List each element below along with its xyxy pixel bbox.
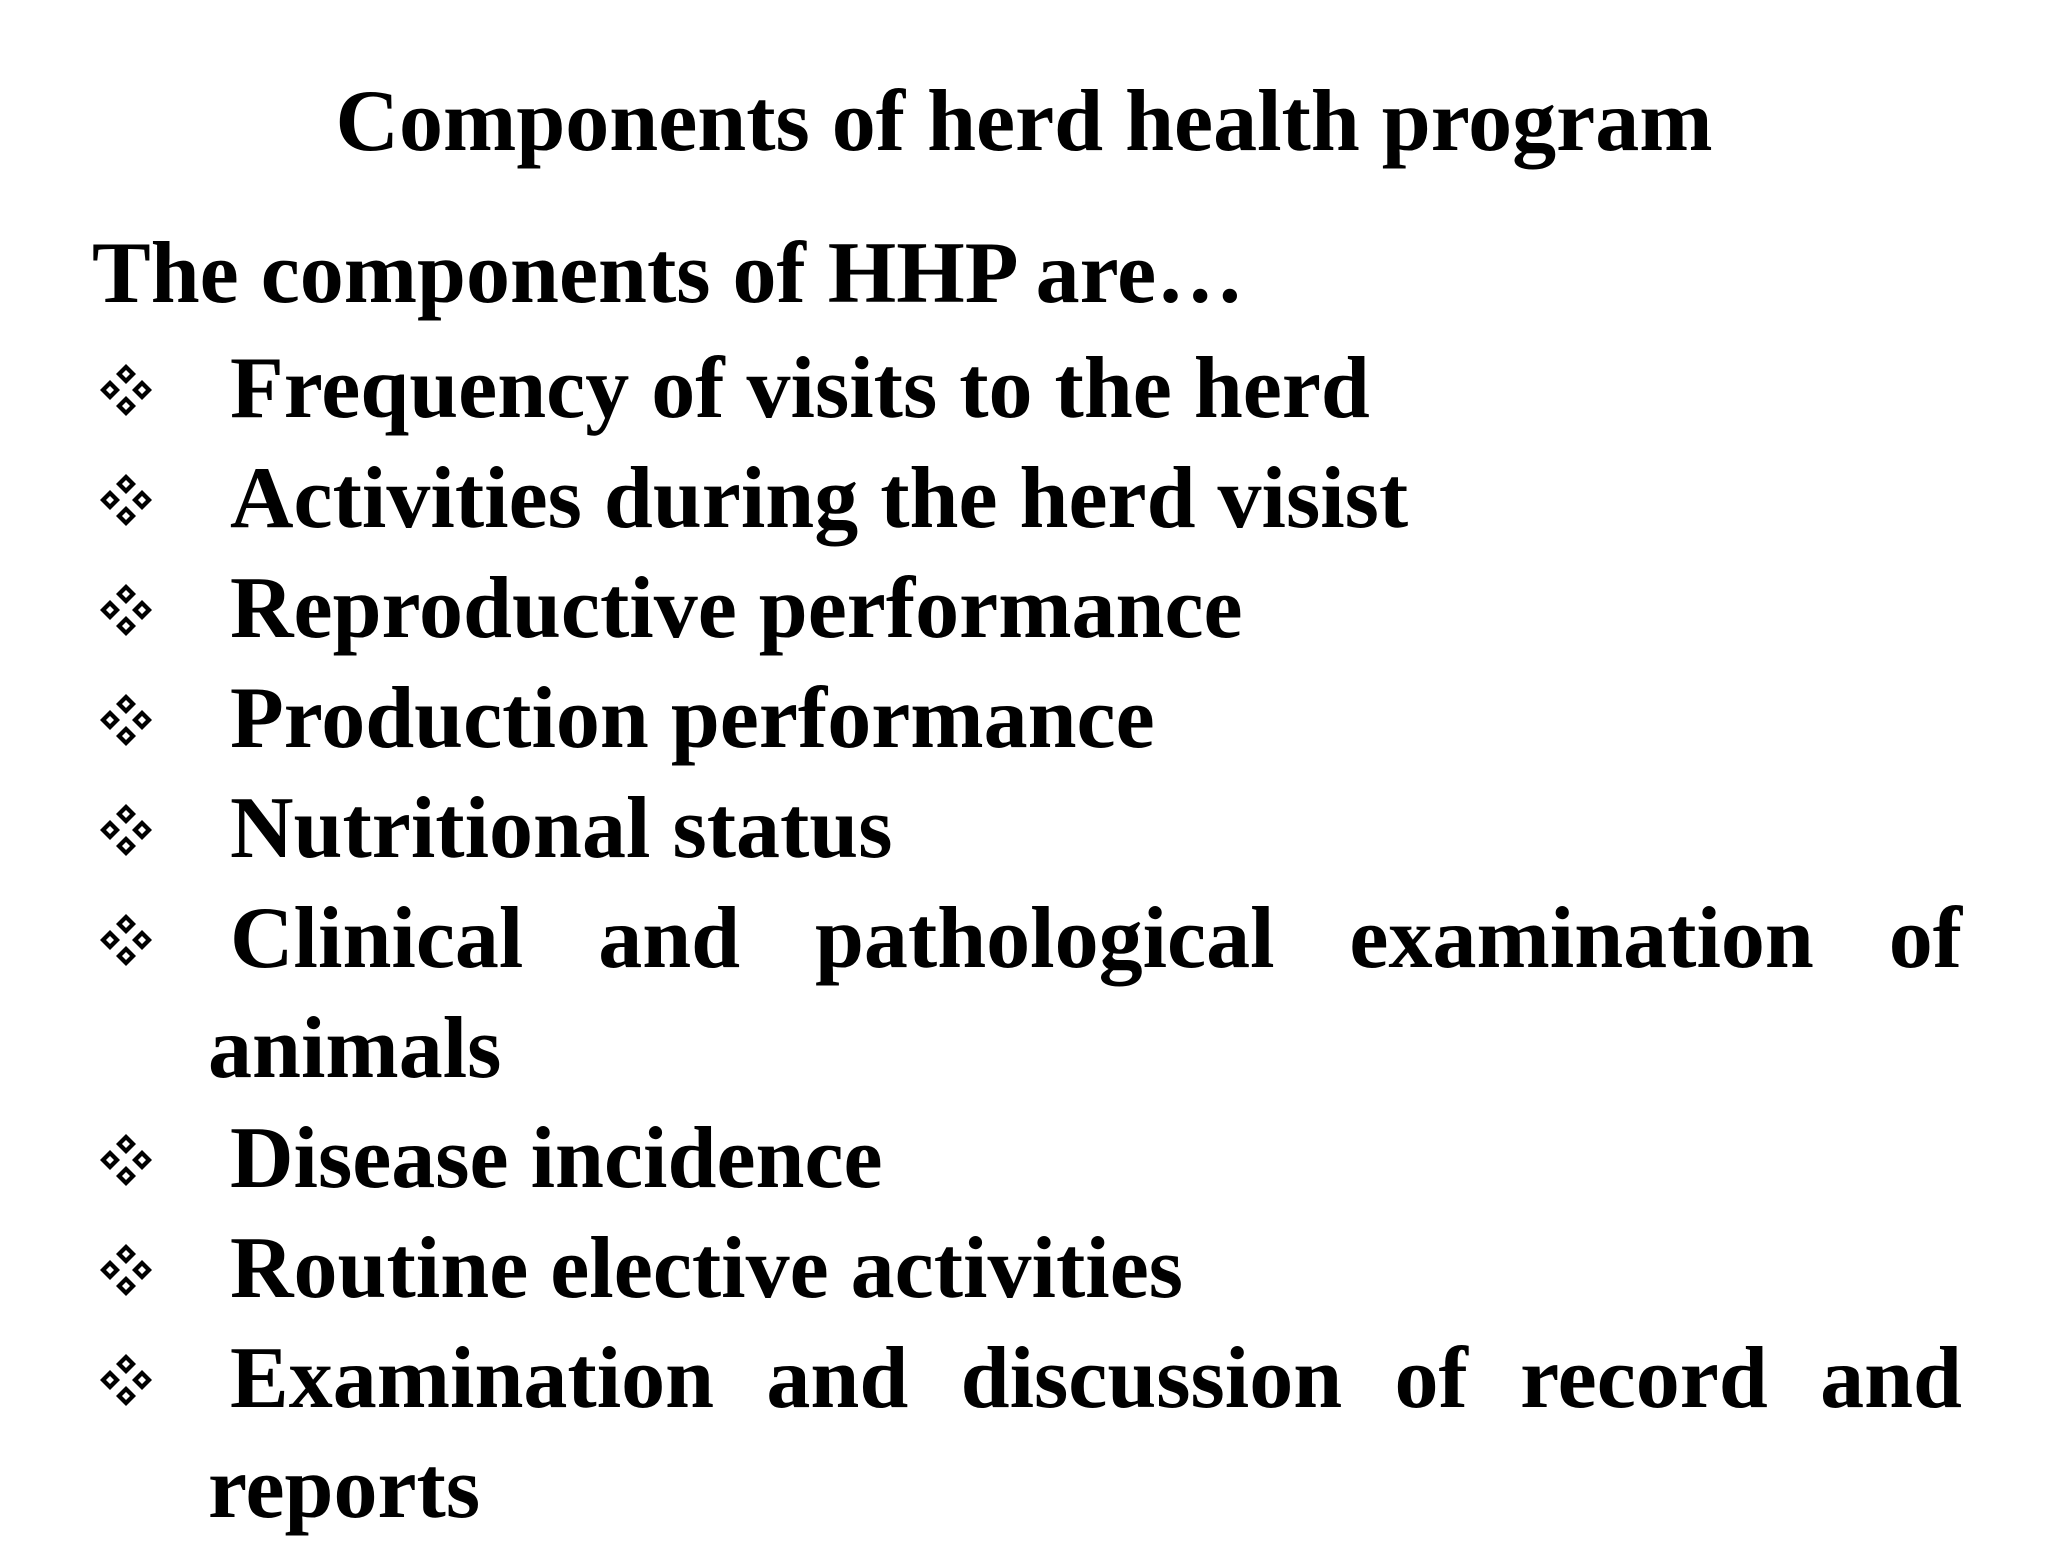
list-item-label: Activities during the herd visist bbox=[230, 450, 1409, 547]
list-item-label: Routine elective activities bbox=[230, 1220, 1184, 1317]
list-item bbox=[92, 774, 1962, 884]
list-item-label: Reproductive performance bbox=[230, 560, 1243, 657]
list-item-label: Clinical and pathological examination of animals bbox=[208, 890, 1962, 1097]
list-item bbox=[92, 884, 1962, 1104]
four-diamond-bullet-icon bbox=[98, 1242, 154, 1298]
list-item bbox=[92, 444, 1962, 554]
list-item-label: Disease incidence bbox=[230, 1110, 883, 1207]
slide-title: Components of herd health program bbox=[335, 73, 1713, 170]
list-item bbox=[92, 554, 1962, 664]
four-diamond-bullet-icon bbox=[98, 692, 154, 748]
list-item bbox=[92, 1324, 1962, 1544]
list-item-label: Examination and discussion of record and reports bbox=[208, 1330, 1962, 1537]
list-item-label: Frequency of visits to the herd bbox=[230, 340, 1370, 437]
list-item-label: Nutritional status bbox=[230, 780, 893, 877]
list-item bbox=[92, 1214, 1962, 1324]
four-diamond-bullet-icon bbox=[98, 1352, 154, 1408]
components-list bbox=[92, 334, 1962, 1544]
four-diamond-bullet-icon bbox=[98, 802, 154, 858]
four-diamond-bullet-icon bbox=[98, 912, 154, 968]
list-item bbox=[92, 1104, 1962, 1214]
list-item bbox=[92, 334, 1962, 444]
four-diamond-bullet-icon bbox=[98, 1132, 154, 1188]
four-diamond-bullet-icon bbox=[98, 582, 154, 638]
list-item bbox=[92, 664, 1962, 774]
four-diamond-bullet-icon bbox=[98, 362, 154, 418]
intro-text: The components of HHP are… bbox=[92, 225, 1245, 322]
list-item-label: Production performance bbox=[230, 670, 1155, 767]
four-diamond-bullet-icon bbox=[98, 472, 154, 528]
